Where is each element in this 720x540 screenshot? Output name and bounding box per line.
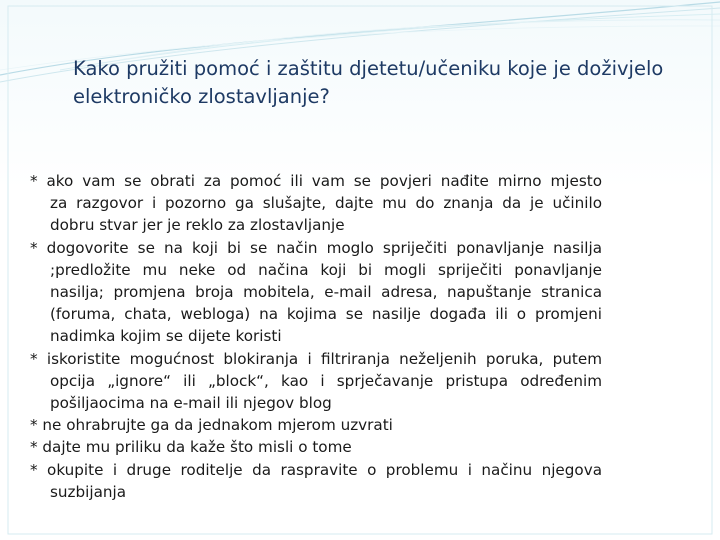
list-item-line: za razgovor i pozorno ga slušajte, dajte mu do znanja da je učinilo [50, 194, 602, 213]
list-item-line: nasilja; promjena broja mobitela, e-mail adresa, napuštanje stranica [50, 283, 602, 302]
list-item [30, 414, 602, 436]
list-item [30, 170, 602, 237]
title-line-2: elektroničko zlostavljanje? [73, 85, 330, 108]
list-item-line: (foruma, chata, webloga) na kojima se nasilje događa ili o promjeni [50, 305, 602, 324]
list-item [30, 436, 602, 458]
list-item [30, 459, 602, 503]
list-item-line: * okupite i druge roditelje da raspravite o problemu i načinu njegova [30, 460, 602, 479]
slide-title [73, 55, 693, 111]
list-item-line: pošiljaocima na e-mail ili njegov blog [50, 394, 332, 413]
bullet-list [30, 170, 602, 503]
title-line-1: Kako pružiti pomoć i zaštitu djetetu/učeniku koje je doživjelo [73, 57, 664, 80]
list-item-line: suzbijanja [50, 482, 127, 501]
list-item-line: * dajte mu priliku da kaže što misli o tome [30, 438, 352, 457]
list-item [30, 348, 602, 415]
list-item-line: * iskoristite mogućnost blokiranja i filtriranja neželjenih poruka, putem [30, 349, 602, 368]
list-item-line: * ako vam se obrati za pomoć ili vam se povjeri nađite mirno mjesto [30, 172, 602, 190]
list-item [30, 237, 602, 348]
list-item-line: nadimka kojim se dijete koristi [50, 327, 282, 346]
list-item-line: * dogovorite se na koji bi se način moglo spriječiti ponavljanje nasilja [30, 238, 602, 257]
list-item-line: opcija „ignore“ ili „block“, kao i sprječavanje pristupa određenim [50, 371, 602, 390]
list-item-line: ;predložite mu neke od načina koji bi mogli spriječiti ponavljanje [50, 260, 602, 279]
list-item-line: * ne ohrabrujte ga da jednakom mjerom uzvrati [30, 416, 393, 435]
list-item-line: dobru stvar jer je reklo za zlostavljanje [50, 216, 345, 235]
